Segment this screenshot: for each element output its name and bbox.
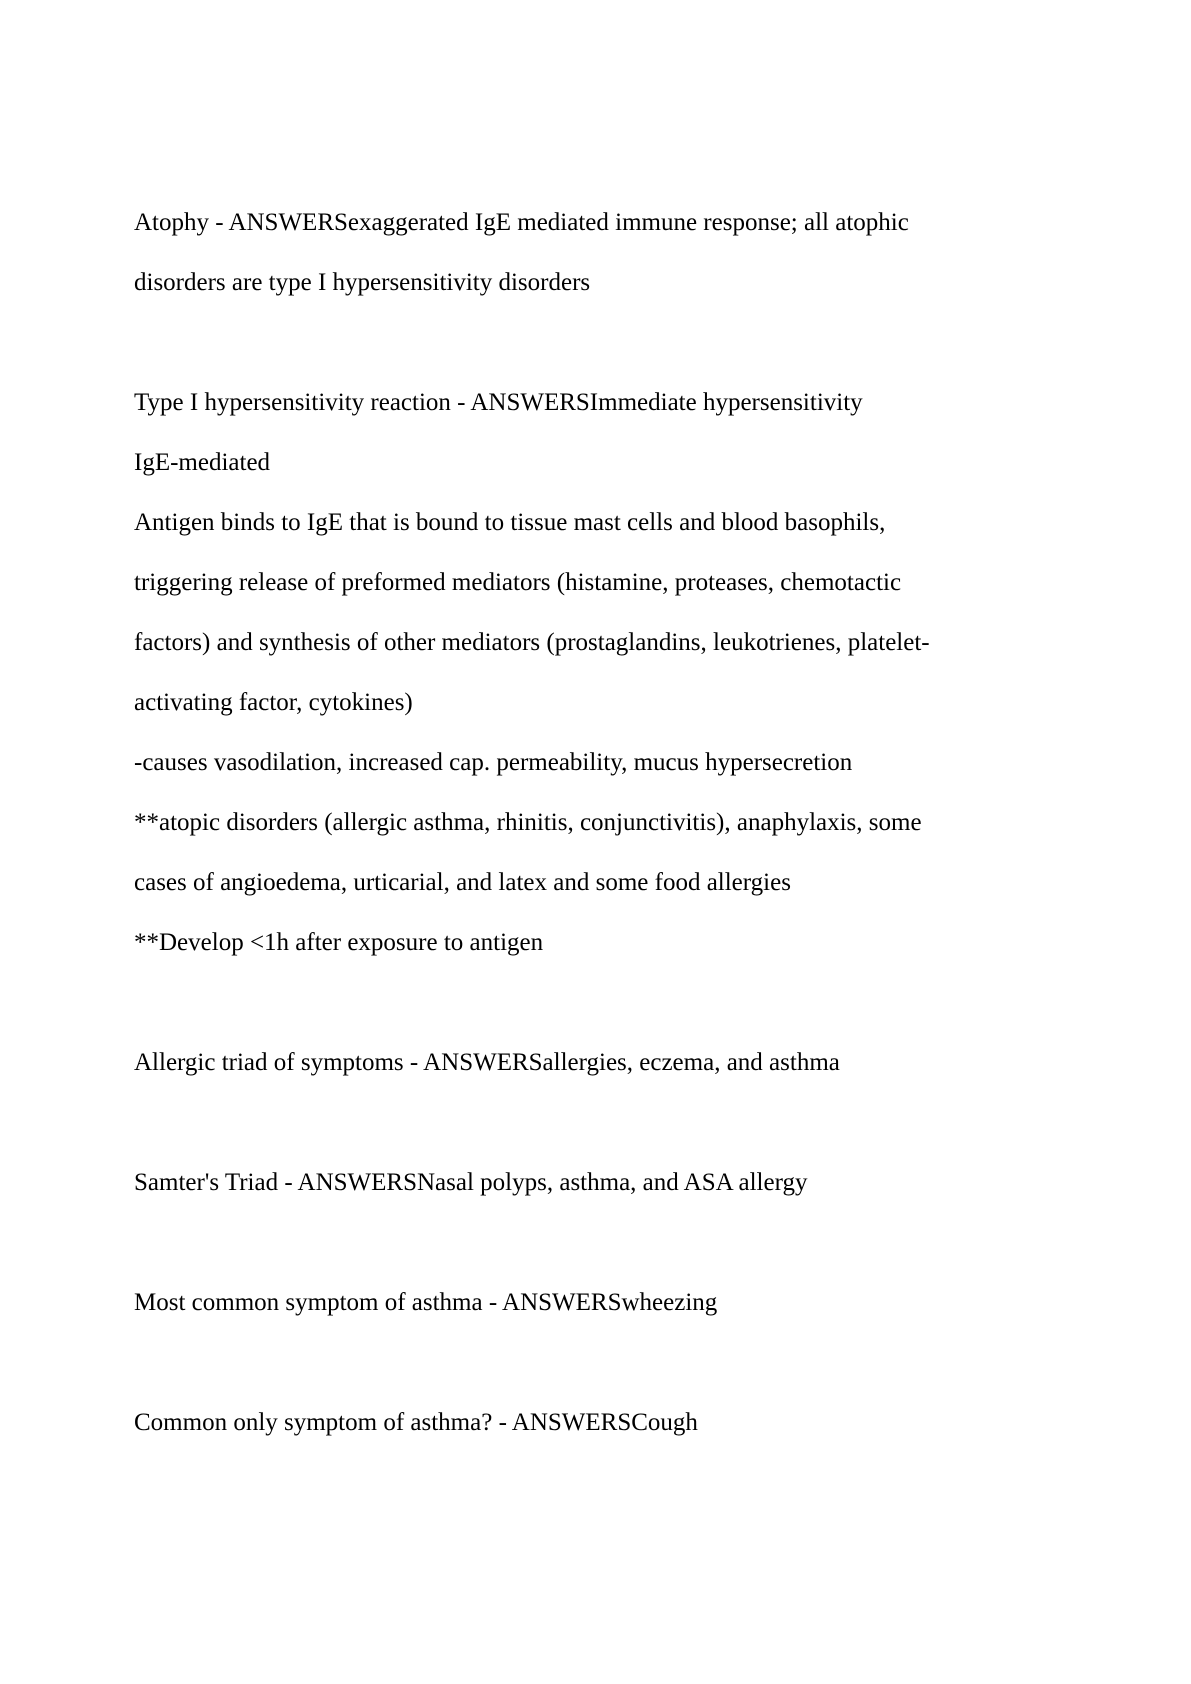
text-line: Common only symptom of asthma? - ANSWERSCough <box>134 1409 698 1436</box>
text-line: **Develop <1h after exposure to antigen <box>134 929 544 956</box>
text-line: Antigen binds to IgE that is bound to tissue mast cells and blood basophils, <box>134 509 886 536</box>
text-line: factors) and synthesis of other mediators (prostaglandins, leukotrienes, platelet- <box>134 629 930 656</box>
text-line: IgE-mediated <box>134 449 271 476</box>
entry-spacer <box>134 313 1014 373</box>
text-line: **atopic disorders (allergic asthma, rhinitis, conjunctivitis), anaphylaxis, some <box>134 809 922 836</box>
entry-most-common-symptom <box>134 1273 1014 1333</box>
entry-spacer <box>134 1213 1014 1273</box>
entry-spacer <box>134 973 1014 1033</box>
entry-type-i-hypersensitivity <box>134 373 1014 973</box>
entry-samters-triad <box>134 1153 1014 1213</box>
text-line: disorders are type I hypersensitivity disorders <box>134 269 591 296</box>
text-line: Most common symptom of asthma - ANSWERSwheezing <box>134 1289 718 1316</box>
text-line: -causes vasodilation, increased cap. permeability, mucus hypersecretion <box>134 749 853 776</box>
entry-common-only-symptom <box>134 1393 1014 1453</box>
entry-spacer <box>134 1333 1014 1393</box>
entry-allergic-triad <box>134 1033 1014 1093</box>
text-line: activating factor, cytokines) <box>134 689 413 716</box>
entry-spacer <box>134 1093 1014 1153</box>
text-line: triggering release of preformed mediators (histamine, proteases, chemotactic <box>134 569 902 596</box>
text-line: cases of angioedema, urticarial, and latex and some food allergies <box>134 869 791 896</box>
text-line: Allergic triad of symptoms - ANSWERSallergies, eczema, and asthma <box>134 1049 840 1076</box>
document-body <box>134 193 1014 1453</box>
text-line: Samter's Triad - ANSWERSNasal polyps, asthma, and ASA allergy <box>134 1169 808 1196</box>
text-line: Type I hypersensitivity reaction - ANSWERSImmediate hypersensitivity <box>134 389 863 416</box>
text-line: Atophy - ANSWERSexaggerated IgE mediated immune response; all atophic <box>134 209 909 236</box>
entry-atophy <box>134 193 1014 313</box>
